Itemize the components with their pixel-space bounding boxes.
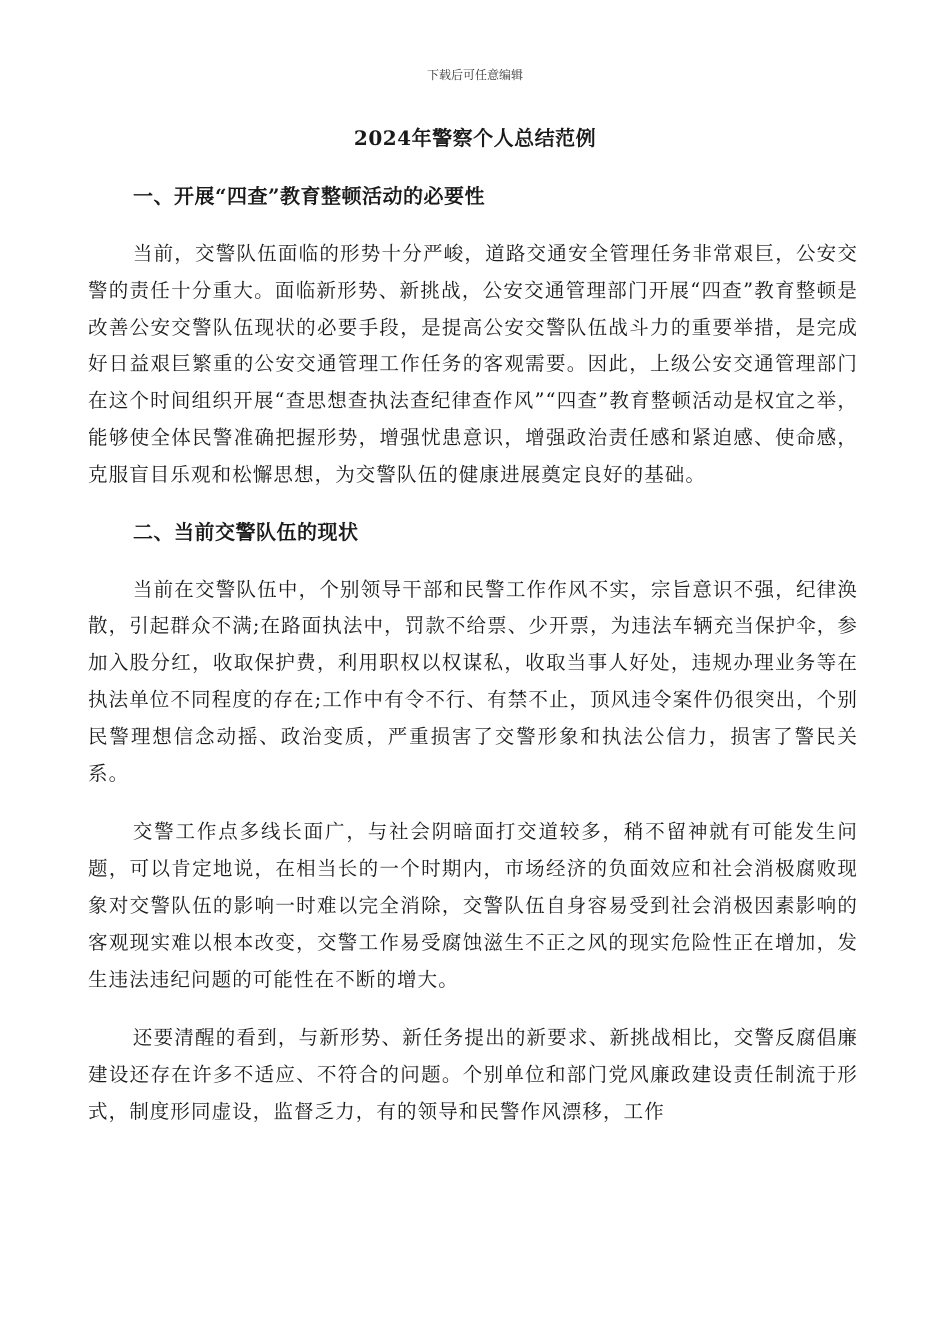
header-note: 下载后可任意编辑 — [426, 68, 523, 82]
paragraph: 交警工作点多线长面广，与社会阴暗面打交道较多，稍不留神就有可能发生问题，可以肯定地说，在相当长的一个时期内，市场经济的负面效应和社会消极腐败现象对交警队伍的影响一时难以完全消除，交警队伍自身容易受到社会消极因素影响的客观现实难以根本改变，交警工作易受腐蚀滋生不正之风的现实危险性正在增加，发生违法违纪问题的可能性在不断的增大。 — [88, 820, 858, 991]
paragraph: 还要清醒的看到，与新形势、新任务提出的新要求、新挑战相比，交警反腐倡廉建设还存在许多不适应、不符合的问题。个别单位和部门党风廉政建设责任制流于形式，制度形同虚设，监督乏力，有的领导和民警作风漂移，工作 — [88, 1026, 858, 1123]
document-body — [88, 178, 858, 1131]
document-title: 2024年警察个人总结范例 — [353, 126, 597, 150]
paragraph: 当前，交警队伍面临的形势十分严峻，道路交通安全管理任务非常艰巨，公安交警的责任十分重大。面临新形势、新挑战，公安交通管理部门开展“四查”教育整顿是改善公安交警队伍现状的必要手段，是提高公安交警队伍战斗力的重要举措，是完成好日益艰巨繁重的公安交通管理工作任务的客观需要。因此，上级公安交通管理部门在这个时间组织开展“查思想查执法查纪律查作风”“四查”教育整顿活动是权宜之举，能够使全体民警准确把握形势，增强忧患意识，增强政治责任感和紧迫感、使命感，克服盲目乐观和松懈思想，为交警队伍的健康进展奠定良好的基础。 — [88, 242, 858, 486]
section-heading-2: 二、当前交警队伍的现状 — [133, 519, 359, 544]
section-heading-1: 一、开展“四查”教育整顿活动的必要性 — [133, 184, 486, 208]
paragraph: 当前在交警队伍中，个别领导干部和民警工作作风不实，宗旨意识不强，纪律涣散，引起群众不满;在路面执法中，罚款不给票、少开票，为违法车辆充当保护伞，参加入股分红，收取保护费，利用职权以权谋私，收取当事人好处，违规办理业务等在执法单位不同程度的存在;工作中有令不行、有禁不止，顶风违令案件仍很突出，个别民警理想信念动摇、政治变质，严重损害了交警形象和执法公信力，损害了警民关系。 — [88, 577, 858, 785]
